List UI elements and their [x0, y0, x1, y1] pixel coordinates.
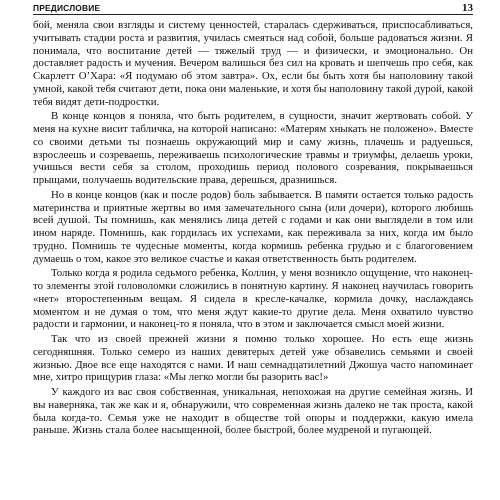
running-head — [33, 0, 473, 15]
paragraph: Но в конце концов (как и после родов) боль забывается. В памяти остается только радость материнства и приятные жертвы во имя замечательного сына (или дочери), которого любишь всей душой. Ты помнишь, как менялись лица детей с годами и как они выглядели в том или ином наряде. Помнишь, как гордилась их успехами, как переживала за них, когда им было трудно. Помнишь те чудесные моменты, когда кормишь ребенка грудью и с благоговением думаешь о том, какое это великое счастье и какая ответственность быть родителем. — [33, 188, 473, 265]
paragraph: У каждого из вас своя собственная, уникальная, непохожая на другие семейная жизнь. И вы наверняка, так же как и я, обнаружили, что современная жизнь далеко не так проста, какой была когда-то. Семья уже не находит в обществе той опоры и поддержки, какую имела раньше. Жизнь стала более насыщенной, более быстрой, более мудреной и пугающей. — [33, 386, 473, 437]
page-number: 13 — [462, 2, 473, 14]
paragraph: Так что из своей прежней жизни я помню только хорошее. Но есть еще жизнь сегодняшняя. Только семеро из наших девятерых детей уже обзавелись семьями и своей жизнью. Двое все еще находятся с нами. И наш семнадцатилетний Джошуа часто напоминает мне, хитро прищурив глаза: «Мы легко могли бы разорить вас!» — [33, 333, 473, 384]
paragraph: бой, меняла свои взгляды и систему ценностей, старалась сдерживаться, приспосабливаться, учитывать стадии роста и развития, училась смеяться над собой, больше радоваться жизни. Я понимала, что воспитание детей — тяжелый труд — и физически, и эмоционально. Он доставляет радость и мучения. Вечером валишься без сил на кровать и шепчешь про себя, как Скарлетт О’Хара: «Я подумаю об этом завтра». Ох, если бы быть хотя бы наполовину такой умной, какой тебя считают дети, пока они маленькие, и хотя бы наполовину такой дурой, какой тебя видят дети-подростки. — [33, 19, 473, 108]
body-text — [33, 19, 473, 437]
paragraph: В конце концов я поняла, что быть родителем, в сущности, значит жертвовать собой. У меня на кухне висит табличка, на которой написано: «Матерям хныкать не положено». Вместе со своими детьми ты познаешь окружающий мир и саму жизнь, плачешь и радуешься, взрослеешь и созреваешь, переживаешь психологические травмы и триумфы, делаешь уроки, учишься вести себя за столом, проходишь период полового созревания, покрываешься прыщами, получаешь водительские права, дерешься, дразнишься. — [33, 110, 473, 186]
paragraph: Только когда я родила седьмого ребенка, Коллин, у меня возникло ощущение, что наконец-то элементы этой головоломки сложились в понятную картину. Я наконец научилась говорить «нет» второстепенным вещам. Я сидела в кресле-качалке, кормила дочку, наслаждаясь моментом и не думая о том, что меня ждут какие-то другие дела. Меня охватило чувство радости и гармонии, и наконец-то я поняла, что в этом и заключается смысл моей жизни. — [33, 267, 473, 331]
section-title: ПРЕДИСЛОВИЕ — [33, 3, 101, 13]
